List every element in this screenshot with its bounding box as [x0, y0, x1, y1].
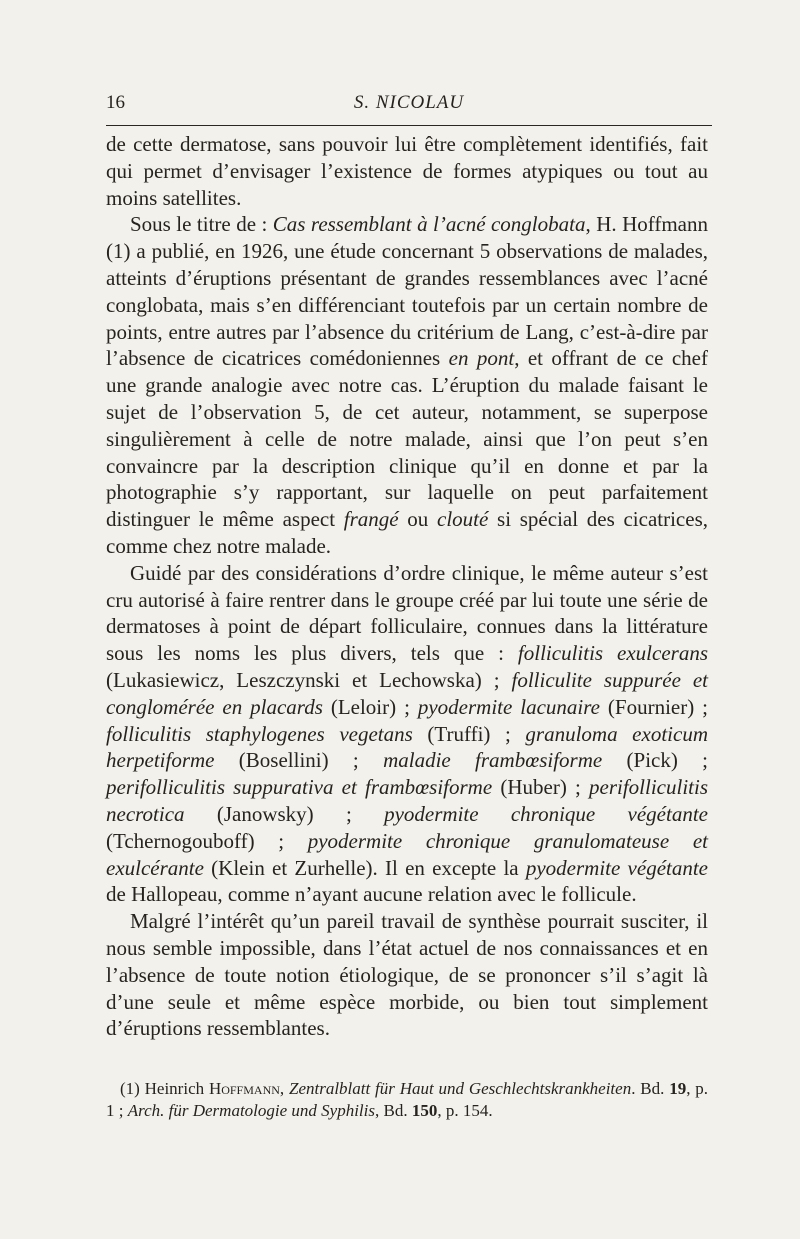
text-run: , p. 154. — [437, 1101, 493, 1120]
text-run: (Bosellini) ; — [214, 748, 384, 773]
italic-term: clouté — [437, 507, 489, 532]
italic-term: pyodermite végétante — [525, 855, 709, 880]
body-text — [106, 131, 708, 1042]
text-run: Guidé par des considérations d’ordre clinique, le même auteur s’est cru autorisé à faire rentrer dans le groupe créé par lui toute une série de dermatoses à point de départ folliculaire, connues dans la littérature sous les noms les plus divers, tels que : — [106, 560, 708, 666]
text-run: , p. 1 ; — [106, 1079, 709, 1120]
italic-term: frangé — [343, 507, 399, 532]
footnote — [106, 1078, 708, 1122]
text-run: (Fournier) ; — [599, 694, 708, 719]
paragraph — [106, 211, 708, 559]
text-run: si spécial des cicatrices, comme chez notre malade. — [106, 507, 708, 558]
text-run: (Tchernogouboff) ; — [106, 828, 308, 853]
italic-term: folliculitis staphylogenes vegetans — [106, 721, 413, 746]
text-run: (Janowsky) ; — [184, 801, 385, 826]
volume-number: 150 — [411, 1101, 438, 1120]
text-run: , Bd. — [375, 1101, 412, 1120]
paragraph — [106, 908, 708, 1042]
italic-term: en pont — [448, 346, 515, 371]
text-run: (Lukasiewicz, Leszczynski et Lechowska) ; — [106, 667, 512, 692]
text-run: (Truffi) ; — [412, 721, 526, 746]
running-title: S. NICOLAU — [353, 92, 465, 113]
page-number: 16 — [106, 92, 125, 113]
text-run: de Hallopeau, comme n’ayant aucune relation avec le follicule. — [106, 882, 637, 907]
italic-term: pyodermite chronique végétante — [384, 801, 708, 826]
text-run: (1) Heinrich — [120, 1079, 209, 1098]
italic-term: pyodermite chronique granulomateuse et exulcérante — [106, 828, 708, 880]
italic-term: granuloma exoticum herpetiforme — [106, 721, 708, 773]
italic-term: Arch. für Dermatologie und Syphilis — [127, 1101, 375, 1120]
footnote-text — [106, 1078, 708, 1122]
text-run: (Klein et Zurhelle). Il en excepte la — [203, 855, 526, 880]
italic-term: folliculitis exulcerans — [517, 641, 708, 666]
page-header — [106, 92, 712, 116]
italic-term: perifolliculitis suppurativa et frambœsiforme — [106, 775, 493, 800]
text-run: , — [279, 1079, 289, 1098]
italic-term: pyodermite lacunaire — [417, 694, 600, 719]
italic-term: Zentralblatt für Haut und Geschlechtskrankheiten — [288, 1079, 632, 1098]
italic-term: folliculite suppurée et conglomérée en placards — [106, 667, 708, 719]
text-run: (Leloir) ; — [322, 694, 418, 719]
italic-term: maladie frambœsiforme — [383, 748, 603, 773]
author-name: Hoffmann — [208, 1079, 280, 1098]
paragraph — [106, 131, 708, 211]
volume-number: 19 — [669, 1079, 687, 1098]
text-run: ou — [398, 507, 438, 532]
text-run: de cette dermatose, sans pouvoir lui être complètement identifiés, fait qui permet d’envisager l’existence de formes atypiques ou tout au moins satellites. — [106, 132, 708, 210]
text-run: , et offrant de ce chef une grande analogie avec notre cas. L’éruption du malade faisant le sujet de l’observation 5, de cet auteur, notamment, se superpose singulièrement à celle de notre malade, ainsi que l’on peut s’en convaincre par la description clinique qu’il en donne et par la photographie s’y rapportant, sur laquelle on peut parfaitement distinguer le même aspect — [106, 346, 708, 532]
text-run: (Huber) ; — [492, 775, 589, 800]
text-run: . Bd. — [631, 1079, 670, 1098]
text-run: Sous le titre de : — [130, 212, 273, 237]
italic-term: Cas ressemblant à l’acné conglobata — [272, 212, 586, 237]
paragraph — [106, 560, 708, 908]
italic-term: perifolliculitis necrotica — [106, 775, 708, 826]
text-run: Malgré l’intérêt qu’un pareil travail de synthèse pourrait susciter, il nous semble impossible, dans l’état actuel de nos connaissances et en l’absence de toute notion étiologique, de se prononcer s’il s’agit là d’une seule et même espèce morbide, ou bien tout simplement d’éruptions ressemblantes. — [106, 909, 708, 1041]
text-run: (Pick) ; — [602, 748, 709, 773]
header-rule — [106, 125, 712, 126]
text-run: , H. Hoffmann (1) a publié, en 1926, une étude concernant 5 observations de malades, atteints d’éruptions présentant de grandes ressemblances avec l’acné conglobata, mais s’en différenciant toutefois par un certain nombre de points, entre autres par l’absence du critérium de Lang, c’est-à-dire par l’absence de cicatrices comédoniennes — [106, 212, 708, 371]
